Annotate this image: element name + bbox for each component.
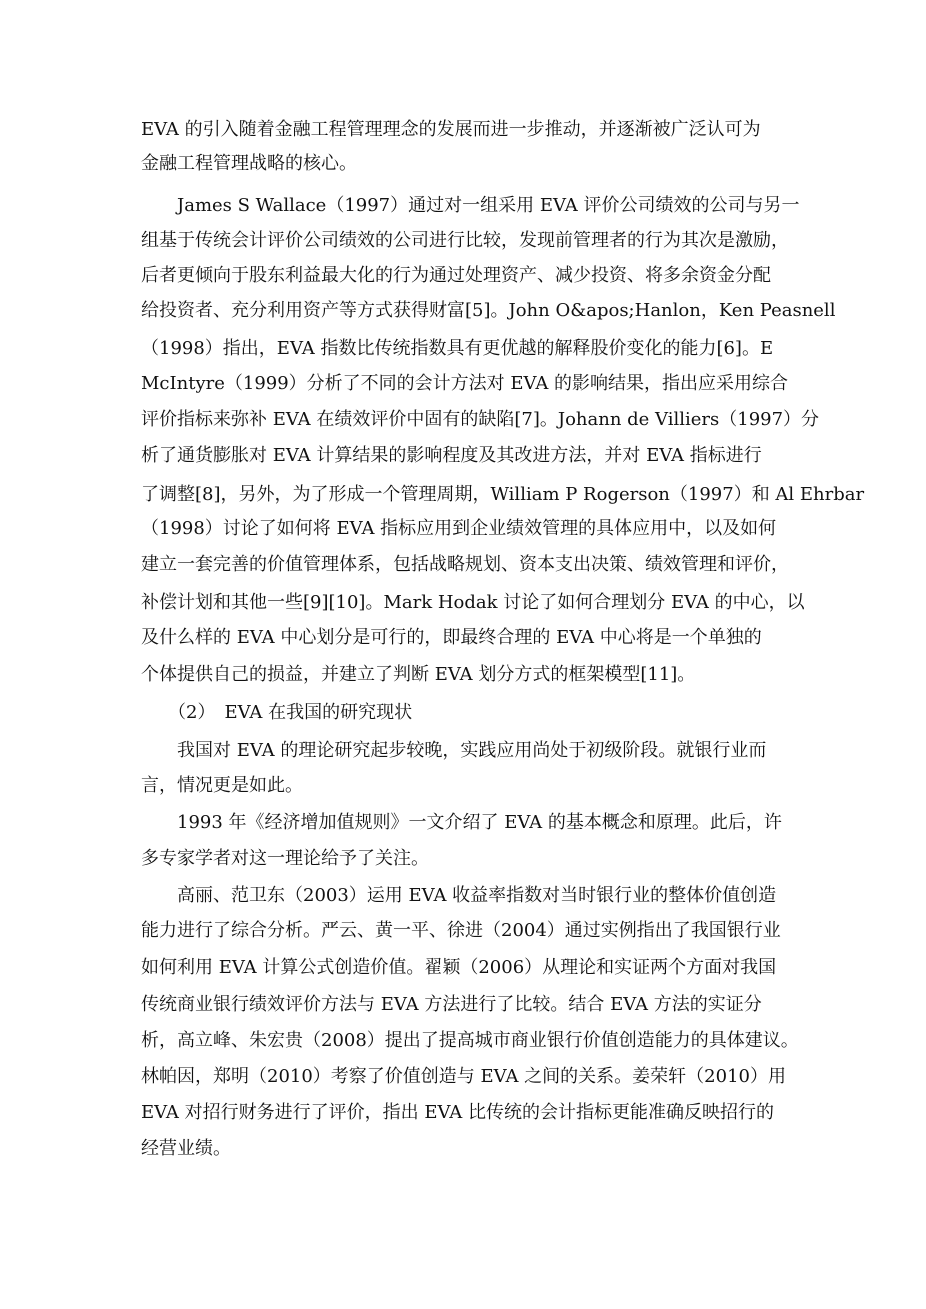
text-line: （1998）指出，EVA 指数比传统指数具有更优越的解释股价变化的能力[6]。E	[141, 338, 774, 359]
text-line: 多专家学者对这一理论给予了关注。	[141, 848, 429, 869]
text-line: 传统商业银行绩效评价方法与 EVA 方法进行了比较。结合 EVA 方法的实证分	[141, 994, 762, 1015]
text-line: 了调整[8]，另外，为了形成一个管理周期，William P Rogerson（1997）和 Al Ehrbar	[141, 484, 865, 505]
text-line: EVA 的引入随着金融工程管理理念的发展而进一步推动，并逐渐被广泛认可为	[141, 119, 761, 140]
text-line: 析了通货膨胀对 EVA 计算结果的影响程度及其改进方法，并对 EVA 指标进行	[141, 445, 762, 466]
text-line: 能力进行了综合分析。严云、黄一平、徐进（2004）通过实例指出了我国银行业	[141, 920, 781, 941]
text-line: 评价指标来弥补 EVA 在绩效评价中固有的缺陷[7]。Johann de Villiers（1997）分	[141, 409, 820, 430]
text-line: 我国对 EVA 的理论研究起步较晚，实践应用尚处于初级阶段。就银行业而	[141, 740, 767, 761]
text-line: 及什么样的 EVA 中心划分是可行的，即最终合理的 EVA 中心将是一个单独的	[141, 627, 762, 648]
text-line: 析，高立峰、朱宏贵（2008）提出了提高城市商业银行价值创造能力的具体建议。	[141, 1030, 799, 1051]
text-line: EVA 对招行财务进行了评价，指出 EVA 比传统的会计指标更能准确反映招行的	[141, 1102, 774, 1123]
text-line: 组基于传统会计评价公司绩效的公司进行比较，发现前管理者的行为其次是激励，	[141, 230, 789, 251]
text-line: （1998）讨论了如何将 EVA 指标应用到企业绩效管理的具体应用中，以及如何	[141, 518, 777, 539]
text-line: 补偿计划和其他一些[9][10]。Mark Hodak 讨论了如何合理划分 EVA 的中心，以	[141, 592, 805, 613]
text-line: 给投资者、充分利用资产等方式获得财富[5]。John O&apos;Hanlon，Ken Peasnell	[141, 300, 836, 321]
text-line: 建立一套完善的价值管理体系，包括战略规划、资本支出决策、绩效管理和评价，	[141, 554, 789, 575]
text-line: 后者更倾向于股东利益最大化的行为通过处理资产、减少投资、将多余资金分配	[141, 265, 771, 286]
text-line: 金融工程管理战略的核心。	[141, 153, 357, 174]
text-line: McIntyre（1999）分析了不同的会计方法对 EVA 的影响结果，指出应采用综合	[141, 373, 789, 394]
text-line: 经营业绩。	[141, 1138, 231, 1159]
text-line: 林帕因，郑明（2010）考察了价值创造与 EVA 之间的关系。姜荣轩（2010）用	[141, 1066, 786, 1087]
text-line: 个体提供自己的损益，并建立了判断 EVA 划分方式的框架模型[11]。	[141, 664, 696, 685]
text-line: James S Wallace（1997）通过对一组采用 EVA 评价公司绩效的公司与另一	[141, 195, 800, 216]
section-heading: （2） EVA 在我国的研究现状	[141, 702, 413, 723]
text-line: 1993 年《经济增加值规则》一文介绍了 EVA 的基本概念和原理。此后，许	[141, 812, 782, 833]
text-line: 如何利用 EVA 计算公式创造价值。翟颖（2006）从理论和实证两个方面对我国	[141, 957, 777, 978]
text-line: 高丽、范卫东（2003）运用 EVA 收益率指数对当时银行业的整体价值创造	[141, 885, 777, 906]
text-line: 言，情况更是如此。	[141, 775, 303, 796]
